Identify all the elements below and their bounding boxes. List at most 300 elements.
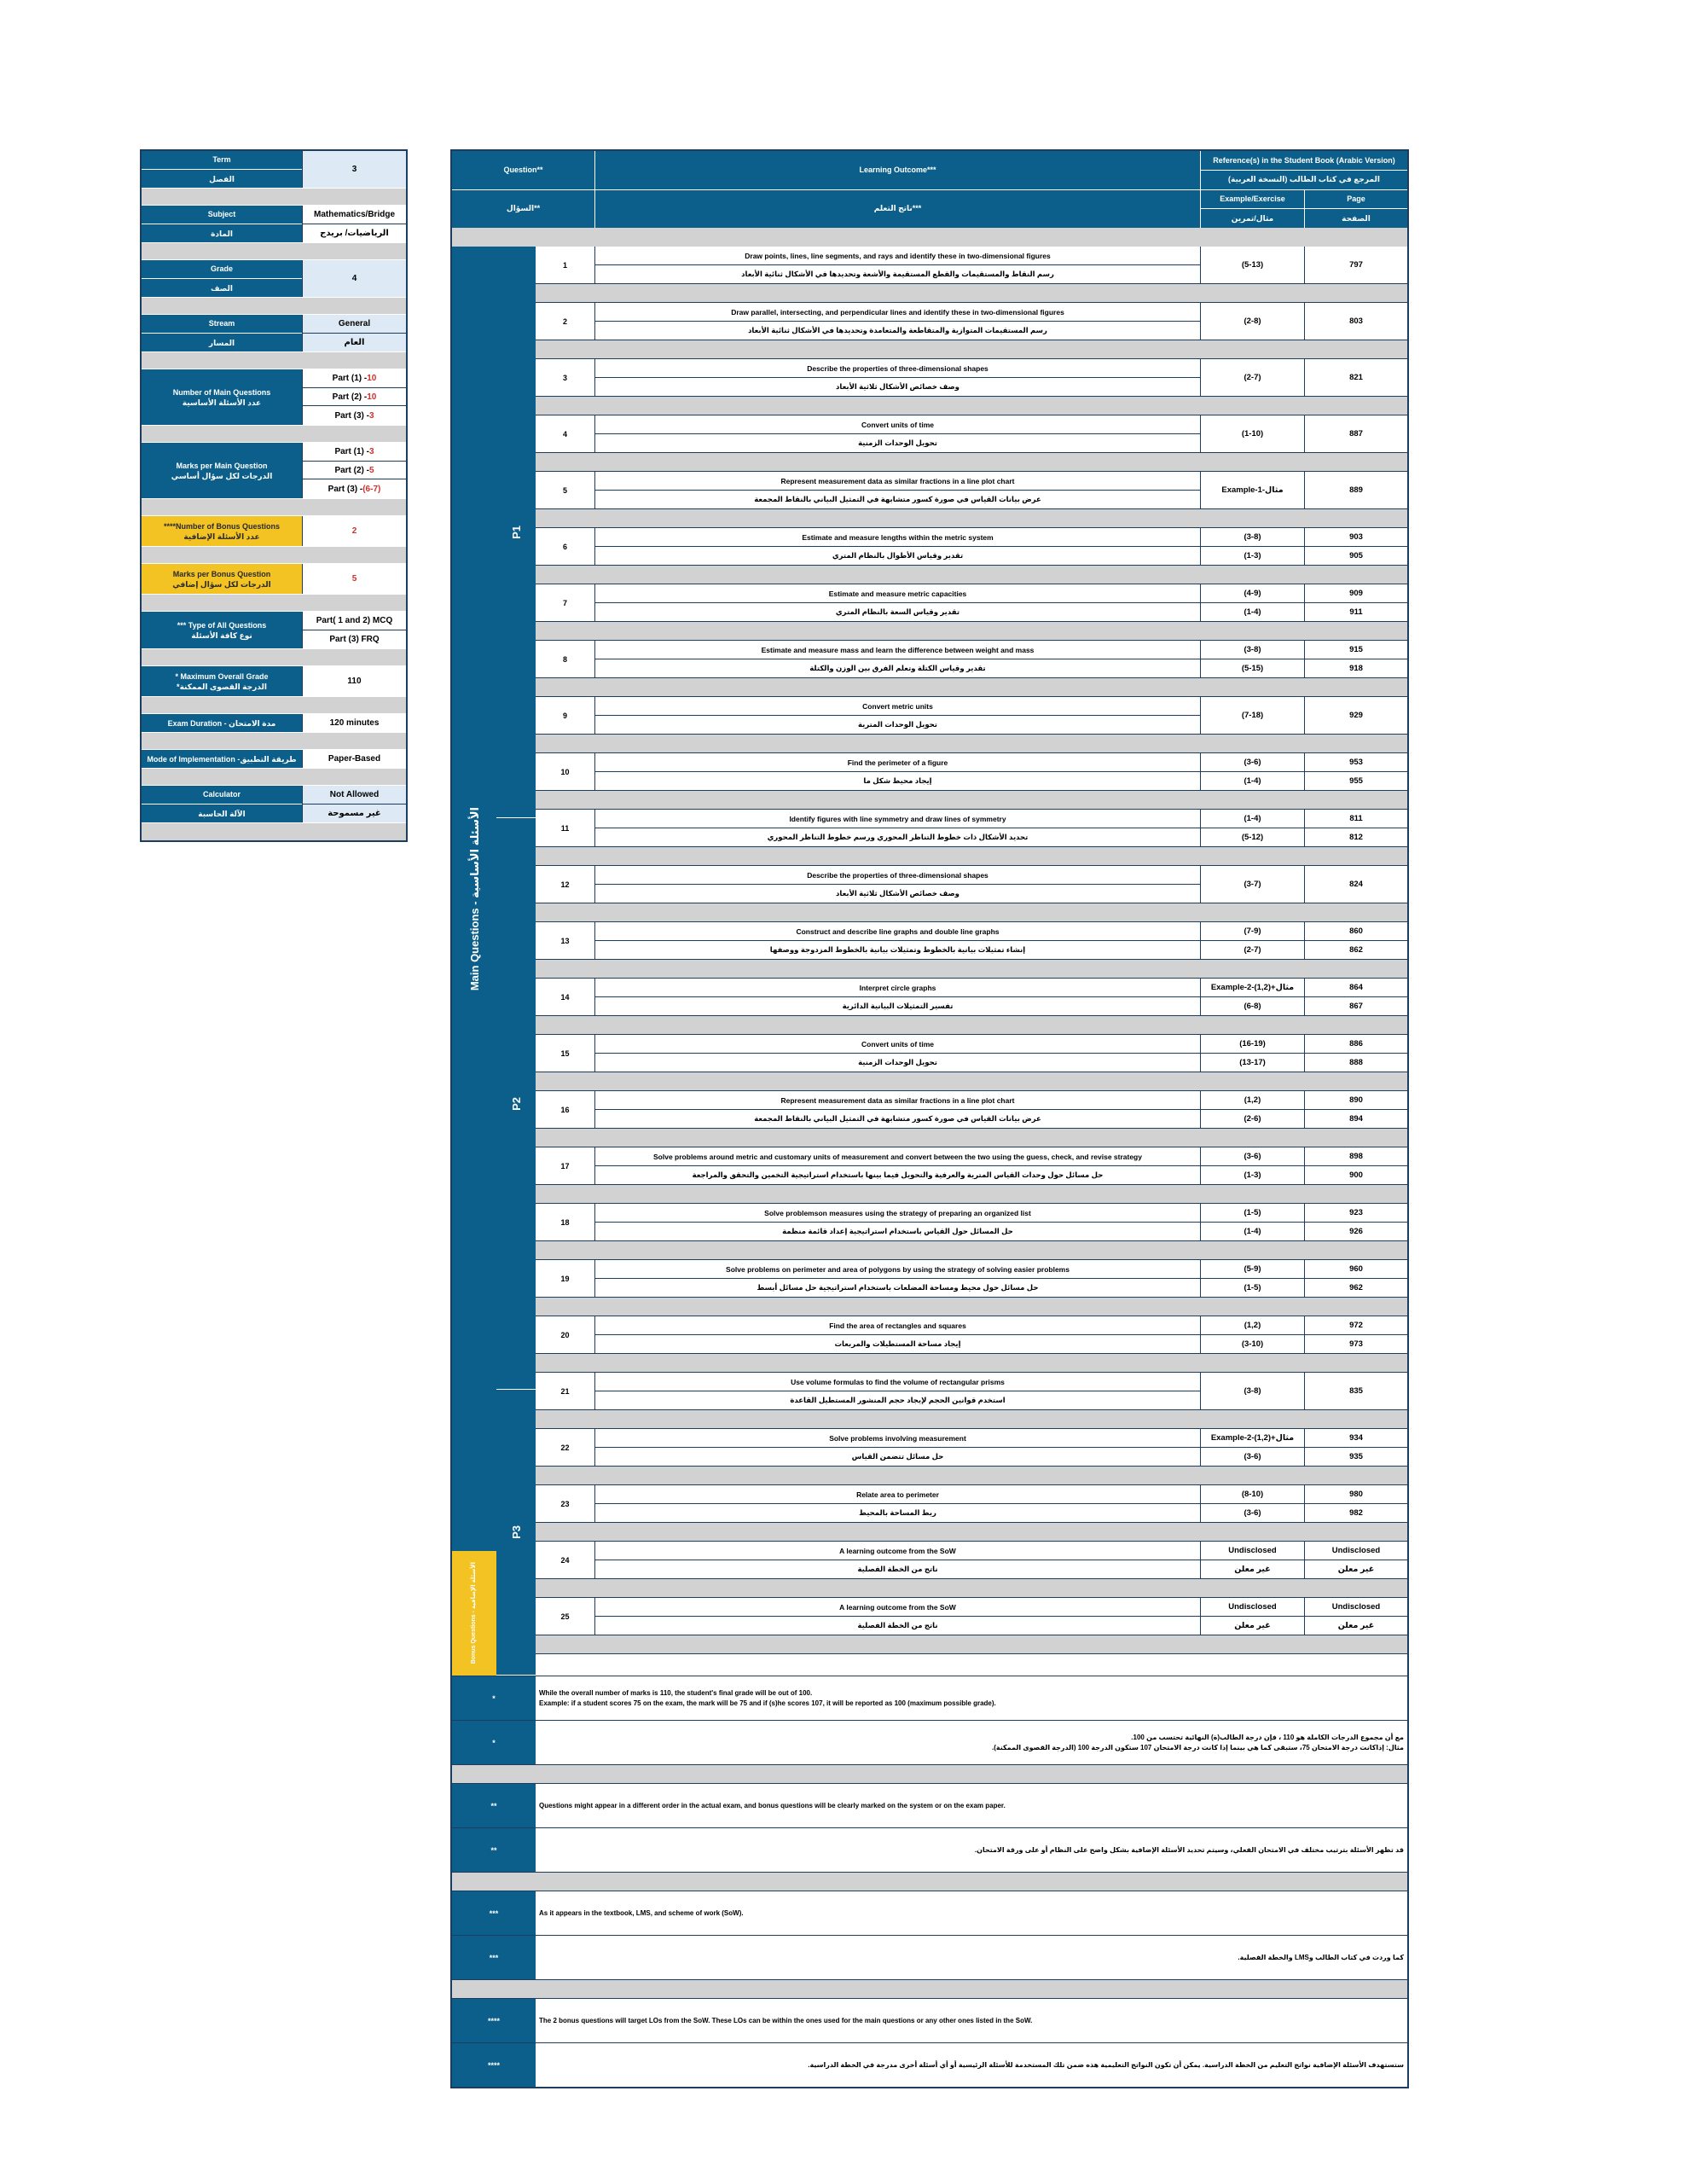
- question-number: 8: [536, 641, 595, 677]
- separator: [142, 499, 406, 516]
- subject-label-ar: المادة: [211, 229, 233, 238]
- example-value: (16-19): [1201, 1035, 1304, 1054]
- example-exercise: [1201, 1373, 1305, 1409]
- lo-english: Solve problems involving measurement: [595, 1429, 1200, 1448]
- lo-english: Represent measurement data as similar fractions in a line plot chart: [595, 472, 1200, 491]
- page-value: 821: [1349, 373, 1363, 382]
- note-text: [536, 1721, 1407, 1764]
- page-value: 973: [1349, 1339, 1363, 1349]
- page-value: 929: [1349, 711, 1363, 720]
- note-row: [452, 1827, 1407, 1872]
- learning-outcome: [595, 1429, 1201, 1466]
- example-value: غير معلن: [1234, 1565, 1271, 1574]
- page-value: 886: [1305, 1035, 1407, 1054]
- question-row: [536, 359, 1407, 397]
- bonus-count-value: 2: [351, 526, 357, 536]
- learning-outcome: [595, 979, 1201, 1015]
- lo-english: Describe the properties of three-dimensional shapes: [595, 866, 1200, 885]
- part-line: [303, 479, 406, 498]
- separator: [142, 547, 406, 564]
- question-number: 12: [536, 866, 595, 903]
- question-number: 3: [536, 359, 595, 396]
- question-row: [536, 1542, 1407, 1579]
- lo-arabic: إيجاد محيط شكل ما: [863, 776, 932, 785]
- example-value: (8-10): [1201, 1485, 1304, 1504]
- example-value: Example-2-مثال+(1,2): [1201, 979, 1304, 997]
- example-exercise: [1201, 1485, 1305, 1522]
- page-value: 898: [1305, 1147, 1407, 1166]
- note-line: قد تظهر الأسئلة بترتيب مختلف في الامتحان الفعلي، وسيتم تحديد الأسئلة الإضافية بشكل واضح على النظام أو على ورقة الامتحان.: [974, 1845, 1404, 1854]
- separator: [142, 769, 406, 786]
- header-question-en: Question**: [452, 151, 594, 190]
- notes-section: [452, 1676, 1407, 2087]
- types-label-en: *** Type of All Questions: [177, 620, 267, 630]
- example-exercise: [1201, 1316, 1305, 1353]
- page-value: 811: [1305, 810, 1407, 828]
- example-value: (1-3): [1244, 1170, 1261, 1180]
- separator: [536, 678, 1407, 697]
- learning-outcome: [595, 753, 1201, 790]
- learning-outcome: [595, 1373, 1201, 1409]
- page-value: 888: [1349, 1058, 1363, 1067]
- example-exercise: [1201, 1091, 1305, 1128]
- main-questions-label-ar: عدد الأسئلة الأساسية: [182, 398, 262, 407]
- lo-arabic: حل المسائل حول القياس باستخدام استراتيجية إعداد قائمة منظمة: [782, 1227, 1013, 1235]
- subject-label-en: Subject: [207, 210, 236, 218]
- page-value: 867: [1349, 1002, 1363, 1011]
- max-grade-label-ar: *الدرجة القصوى الممكنة: [177, 682, 267, 691]
- separator: [536, 622, 1407, 641]
- grade-value: 4: [302, 260, 406, 297]
- example-exercise: [1201, 1542, 1305, 1578]
- question-number: 13: [536, 922, 595, 959]
- question-number: 7: [536, 584, 595, 621]
- example-value: (1-5): [1244, 1283, 1261, 1292]
- separator: [536, 1016, 1407, 1035]
- mode-label: Mode of Implementation -طريقة التطبيق: [142, 750, 302, 768]
- separator: [536, 453, 1407, 472]
- page-value: 915: [1305, 641, 1407, 659]
- example-exercise: [1201, 697, 1305, 734]
- calculator-label-en: Calculator: [202, 790, 241, 799]
- page-value: 934: [1305, 1429, 1407, 1448]
- question-row: [536, 1373, 1407, 1410]
- question-number: 1: [536, 247, 595, 283]
- page-ref: [1305, 866, 1407, 903]
- marks-main-label-en: Marks per Main Question: [176, 461, 268, 470]
- lo-english: Draw parallel, intersecting, and perpendicular lines and identify these in two-dimensional figures: [595, 303, 1200, 322]
- table-body: [452, 247, 1407, 1676]
- part-label: Part (2) -: [332, 392, 368, 402]
- note-text: [536, 1936, 1407, 1979]
- lo-english: Find the area of rectangles and squares: [595, 1316, 1200, 1335]
- separator: [142, 243, 406, 260]
- separator: [452, 1979, 1407, 1998]
- question-number: 24: [536, 1542, 595, 1578]
- separator: [536, 566, 1407, 584]
- note-text: [536, 2043, 1407, 2087]
- lo-arabic: إيجاد مساحة المستطيلات والمربعات: [834, 1339, 961, 1348]
- note-text: [536, 1999, 1407, 2042]
- lo-arabic: تقدير وقياس السعة بالنظام المتري: [835, 607, 960, 616]
- page-ref: [1305, 415, 1407, 452]
- example-value: (1-3): [1244, 551, 1261, 561]
- question-number: 15: [536, 1035, 595, 1072]
- example-exercise: [1201, 1035, 1305, 1072]
- question-number: 25: [536, 1598, 595, 1635]
- page-value: 926: [1349, 1227, 1363, 1236]
- calculator-value-en: Not Allowed: [303, 786, 406, 804]
- question-row: [536, 415, 1407, 453]
- separator: [536, 284, 1407, 303]
- note-line: The 2 bonus questions will target LOs from the SoW. These LOs can be within the ones used for the main questions or any other ones listed in the SoW.: [539, 2016, 1033, 2024]
- note-text: [536, 1891, 1407, 1935]
- learning-outcome: [595, 697, 1201, 734]
- question-row: [536, 247, 1407, 284]
- example-exercise: [1201, 415, 1305, 452]
- question-rows: [536, 247, 1407, 1676]
- question-number: 5: [536, 472, 595, 508]
- lo-english: Estimate and measure lengths within the metric system: [595, 528, 1200, 547]
- example-value: (5-12): [1241, 833, 1264, 842]
- calculator-row: [142, 786, 406, 823]
- page-value: 923: [1305, 1204, 1407, 1223]
- example-value: (1-10): [1241, 429, 1264, 439]
- header-ex-ar: مثال/تمرين: [1201, 209, 1305, 228]
- page-ref: [1305, 979, 1407, 1015]
- bonus-marks-label-en: Marks per Bonus Question: [172, 569, 271, 578]
- page-value: 835: [1349, 1386, 1363, 1396]
- example-value: (1-4): [1244, 776, 1261, 786]
- separator: [142, 649, 406, 666]
- page-ref: [1305, 922, 1407, 959]
- learning-outcome: [595, 1542, 1201, 1578]
- note-marker: **: [452, 1828, 536, 1872]
- lo-arabic: حل مسائل تتضمن القياس: [851, 1452, 944, 1461]
- example-exercise: [1201, 472, 1305, 508]
- example-value: غير معلن: [1234, 1621, 1271, 1630]
- lo-arabic: وصف خصائص الأشكال ثلاثية الأبعاد: [836, 382, 959, 391]
- example-exercise: [1201, 303, 1305, 340]
- part-3-label: P3: [496, 1390, 536, 1676]
- example-value: (6-8): [1244, 1002, 1261, 1011]
- example-value: Undisclosed: [1201, 1542, 1304, 1560]
- page-ref: [1305, 472, 1407, 508]
- separator: [142, 823, 406, 840]
- note-line: ستستهدف الأسئلة الإضافية نواتج التعليم من الخطة الدراسية. يمكن أن تكون النواتج التعليمية هذه ضمن تلك المستخدمة للأسئلة الرئيسية أو أي أسئلة أخرى مدرجة في الخطة الدراسية.: [808, 2060, 1404, 2069]
- example-exercise: [1201, 1147, 1305, 1184]
- question-row: [536, 1147, 1407, 1185]
- term-row: [142, 151, 406, 189]
- lo-arabic: استخدم قوانين الحجم لإيجاد حجم المنشور المستطيل القاعدة: [790, 1396, 1006, 1404]
- page-value: 980: [1305, 1485, 1407, 1504]
- page-value: 903: [1305, 528, 1407, 547]
- part-label: Part (3) -: [334, 410, 369, 421]
- example-value: (1-5): [1201, 1204, 1304, 1223]
- question-row: [536, 1091, 1407, 1129]
- example-exercise: [1201, 979, 1305, 1015]
- separator: [536, 397, 1407, 415]
- page-ref: [1305, 303, 1407, 340]
- example-value: (5-9): [1201, 1260, 1304, 1279]
- question-number: 18: [536, 1204, 595, 1240]
- types-label-ar: نوع كافة الأسئلة: [191, 630, 252, 640]
- page-value: غير معلن: [1337, 1565, 1375, 1574]
- header-lo-ar: ناتج التعلم***: [873, 204, 922, 213]
- page-value: 890: [1305, 1091, 1407, 1110]
- side-label-column: [452, 247, 496, 1676]
- question-number: 11: [536, 810, 595, 846]
- lo-english: Interpret circle graphs: [595, 979, 1200, 997]
- page-ref: [1305, 247, 1407, 283]
- stream-label-en: Stream: [208, 319, 235, 328]
- term-label-ar: الفصل: [209, 175, 235, 183]
- part-value: 3: [369, 410, 374, 421]
- grade-label-ar: الصف: [210, 284, 234, 293]
- duration-label: Exam Duration - مدة الامتحان: [142, 714, 302, 732]
- question-row: [536, 472, 1407, 509]
- max-grade-row: [142, 666, 406, 697]
- page-ref: [1305, 1204, 1407, 1240]
- lo-arabic: إنشاء تمثيلات بيانية بالخطوط وتمثيلات بيانية بالخطوط المزدوجة ووصفها: [769, 945, 1026, 954]
- note-marker: **: [452, 1784, 536, 1827]
- page-value: Undisclosed: [1305, 1598, 1407, 1617]
- page-value: 905: [1349, 551, 1363, 561]
- lo-arabic: تحديد الأشكال ذات خطوط التناظر المحوري ورسم خطوط التناظر المحوري: [767, 833, 1029, 841]
- page-ref: [1305, 1316, 1407, 1353]
- example-value: (1-4): [1244, 1227, 1261, 1236]
- part-line: [303, 388, 406, 407]
- part-line: [303, 443, 406, 462]
- question-row: [536, 979, 1407, 1016]
- page-ref: [1305, 753, 1407, 790]
- page-value: 935: [1349, 1452, 1363, 1461]
- lo-english: A learning outcome from the SoW: [595, 1598, 1200, 1617]
- learning-outcome: [595, 641, 1201, 677]
- bonus-count-row: [142, 516, 406, 547]
- header-ref-en: Reference(s) in the Student Book (Arabic Version): [1201, 151, 1407, 171]
- separator: [536, 1467, 1407, 1485]
- part-column: [496, 247, 536, 1676]
- bonus-count-label-ar: عدد الأسئلة الإضافية: [183, 531, 260, 541]
- part-1-label: P1: [496, 247, 536, 818]
- learning-outcome: [595, 922, 1201, 959]
- mode-row: [142, 750, 406, 769]
- learning-outcome: [595, 584, 1201, 621]
- page-ref: [1305, 1260, 1407, 1297]
- lo-arabic: تقدير وقياس الكتلة وتعلم الفرق بين الوزن والكتلة: [809, 664, 986, 672]
- stream-label-ar: المسار: [208, 339, 235, 347]
- learning-outcome: [595, 1316, 1201, 1353]
- types-row: [142, 612, 406, 649]
- page-value: غير معلن: [1337, 1621, 1375, 1630]
- lo-english: Solve problems around metric and customary units of measurement and convert between the two using the guess, check, and revise strategy: [595, 1147, 1200, 1166]
- note-line: Example: if a student scores 75 on the exam, the mark will be 75 and if (s)he scores 107, it will be reported as 100 (maximum possible grade).: [539, 1699, 996, 1707]
- duration-row: [142, 714, 406, 733]
- part-value: 3: [369, 446, 374, 456]
- example-value: (3-8): [1244, 1386, 1261, 1396]
- term-label-en: Term: [212, 155, 231, 164]
- page-value: 824: [1349, 880, 1363, 889]
- learning-outcome: [595, 303, 1201, 340]
- header-ref-ar: المرجع في كتاب الطالب (النسخة العربية): [1201, 171, 1407, 190]
- note-marker: ****: [452, 2043, 536, 2087]
- note-row: [452, 1998, 1407, 2042]
- example-value: (2-7): [1244, 373, 1261, 382]
- duration-value: 120 minutes: [302, 714, 406, 732]
- lo-english: Use volume formulas to find the volume of rectangular prisms: [595, 1373, 1200, 1391]
- question-row: [536, 753, 1407, 791]
- separator: [452, 228, 1407, 247]
- question-row: [536, 1316, 1407, 1354]
- example-value: (2-7): [1244, 945, 1261, 955]
- separator: [536, 1129, 1407, 1147]
- lo-english: Solve problems on perimeter and area of polygons by using the strategy of solving easier problems: [595, 1260, 1200, 1279]
- note-text: [536, 1828, 1407, 1872]
- question-number: 10: [536, 753, 595, 790]
- question-number: 2: [536, 303, 595, 340]
- learning-outcome: [595, 415, 1201, 452]
- page-ref: [1305, 528, 1407, 565]
- part-label: Part (1) -: [332, 373, 368, 383]
- note-marker: ****: [452, 1999, 536, 2042]
- lo-english: A learning outcome from the SoW: [595, 1542, 1200, 1560]
- subject-row: [142, 206, 406, 243]
- header-page-en: Page: [1347, 195, 1365, 204]
- lo-arabic: تحويل الوحدات الزمنية: [858, 439, 937, 447]
- note-marker: *: [452, 1676, 536, 1720]
- page-value: 900: [1349, 1170, 1363, 1180]
- lo-english: Solve problemson measures using the strategy of preparing an organized list: [595, 1204, 1200, 1223]
- note-line: كما وردت في كتاب الطالب وLMS والخطة الفصلية.: [1238, 1953, 1404, 1961]
- max-grade-value: 110: [302, 666, 406, 696]
- example-value: Example-1-مثال: [1221, 485, 1284, 495]
- page-ref: [1305, 1373, 1407, 1409]
- note-row: [452, 1891, 1407, 1935]
- part-label: Part (2) -: [334, 465, 369, 475]
- question-row: [536, 922, 1407, 960]
- page-ref: [1305, 697, 1407, 734]
- question-number: 16: [536, 1091, 595, 1128]
- page-ref: [1305, 1485, 1407, 1522]
- learning-outcome: [595, 866, 1201, 903]
- main-questions-side-label: Main Questions - الأسئلة الأساسية: [467, 806, 481, 991]
- example-value: (7-18): [1241, 711, 1264, 720]
- lo-arabic: تحويل الوحدات المترية: [858, 720, 937, 729]
- page-value: 803: [1349, 317, 1363, 326]
- page-value: 953: [1305, 753, 1407, 772]
- question-number: 4: [536, 415, 595, 452]
- example-value: (3-7): [1244, 880, 1261, 889]
- learning-outcome: [595, 472, 1201, 508]
- question-row: [536, 584, 1407, 622]
- page-value: 909: [1305, 584, 1407, 603]
- lo-english: Convert units of time: [595, 1035, 1200, 1054]
- question-number: 6: [536, 528, 595, 565]
- page-ref: [1305, 1429, 1407, 1466]
- separator: [536, 1410, 1407, 1429]
- separator: [536, 960, 1407, 979]
- part-label: Part (1) -: [334, 446, 369, 456]
- example-exercise: [1201, 641, 1305, 677]
- page-value: 887: [1349, 429, 1363, 439]
- marks-main-values: [302, 443, 406, 498]
- page-value: 889: [1349, 485, 1363, 495]
- example-exercise: [1201, 359, 1305, 396]
- lo-english: Represent measurement data as similar fractions in a line plot chart: [595, 1091, 1200, 1110]
- grade-row: [142, 260, 406, 298]
- learning-outcome: [595, 1091, 1201, 1128]
- separator: [536, 1241, 1407, 1260]
- lo-english: Construct and describe line graphs and double line graphs: [595, 922, 1200, 941]
- note-marker: *: [452, 1721, 536, 1764]
- note-row: [452, 2042, 1407, 2087]
- lo-arabic: عرض بيانات القياس في صورة كسور متشابهة في التمثيل البياني بالنقاط المجمعة: [754, 495, 1041, 503]
- lo-english: Find the perimeter of a figure: [595, 753, 1200, 772]
- lo-english: Estimate and measure mass and learn the difference between weight and mass: [595, 641, 1200, 659]
- example-value: (2-6): [1244, 1114, 1261, 1124]
- page-value: 918: [1349, 664, 1363, 673]
- mode-value: Paper-Based: [302, 750, 406, 768]
- part-value: (6-7): [362, 484, 381, 494]
- max-grade-label-en: * Maximum Overall Grade: [175, 671, 269, 681]
- separator: [536, 1523, 1407, 1542]
- page-ref: [1305, 359, 1407, 396]
- part-2-label: P2: [496, 818, 536, 1390]
- lo-arabic: وصف خصائص الأشكال ثلاثية الأبعاد: [836, 889, 959, 897]
- separator: [536, 847, 1407, 866]
- term-value: 3: [302, 151, 406, 188]
- question-row: [536, 641, 1407, 678]
- example-exercise: [1201, 922, 1305, 959]
- example-value: (1,2): [1201, 1091, 1304, 1110]
- example-value: Example-2-مثال+(1,2): [1201, 1429, 1304, 1448]
- question-row: [536, 697, 1407, 735]
- lo-english: Describe the properties of three-dimensional shapes: [595, 359, 1200, 378]
- example-exercise: [1201, 584, 1305, 621]
- separator: [142, 733, 406, 750]
- separator: [142, 595, 406, 612]
- lo-arabic: رسم النقاط والمستقيمات والقطع المستقيمة والأشعة وتحديدها في الأشكال ثنائية الأبعاد: [741, 270, 1054, 278]
- page-ref: [1305, 810, 1407, 846]
- learning-outcome: [595, 1485, 1201, 1522]
- header-question-ar: السؤال**: [506, 204, 541, 213]
- calculator-label-ar: الآلة الحاسبة: [198, 810, 246, 818]
- example-value: (1-4): [1244, 607, 1261, 617]
- lo-arabic: تقدير وقياس الأطوال بالنظام المتري: [832, 551, 964, 560]
- lo-english: Draw points, lines, line segments, and rays and identify these in two-dimensional figures: [595, 247, 1200, 265]
- example-value: Undisclosed: [1201, 1598, 1304, 1617]
- example-value: (13-17): [1239, 1058, 1266, 1067]
- lo-arabic: حل مسائل حول محيط ومساحة المضلعات باستخدام استراتيجية حل مسائل أبسط: [757, 1283, 1039, 1292]
- page-value: 894: [1349, 1114, 1363, 1124]
- main-questions-values: [302, 369, 406, 425]
- question-number: 20: [536, 1316, 595, 1353]
- example-value: (3-6): [1244, 1508, 1261, 1518]
- lo-english: Estimate and measure metric capacities: [595, 584, 1200, 603]
- note-row: [452, 1935, 1407, 1979]
- page-value: 797: [1349, 260, 1363, 270]
- types-value-1: Part( 1 and 2) MCQ: [303, 612, 406, 630]
- lo-arabic: ناتج من الخطة الفصلية: [857, 1565, 938, 1573]
- learning-outcome: [595, 1598, 1201, 1635]
- question-number: 23: [536, 1485, 595, 1522]
- main-questions-label-en: Number of Main Questions: [172, 387, 271, 397]
- part-line: [303, 369, 406, 388]
- bonus-marks-label-ar: الدرجات لكل سؤال إضافي: [172, 579, 271, 589]
- separator: [536, 791, 1407, 810]
- question-row: [536, 1035, 1407, 1072]
